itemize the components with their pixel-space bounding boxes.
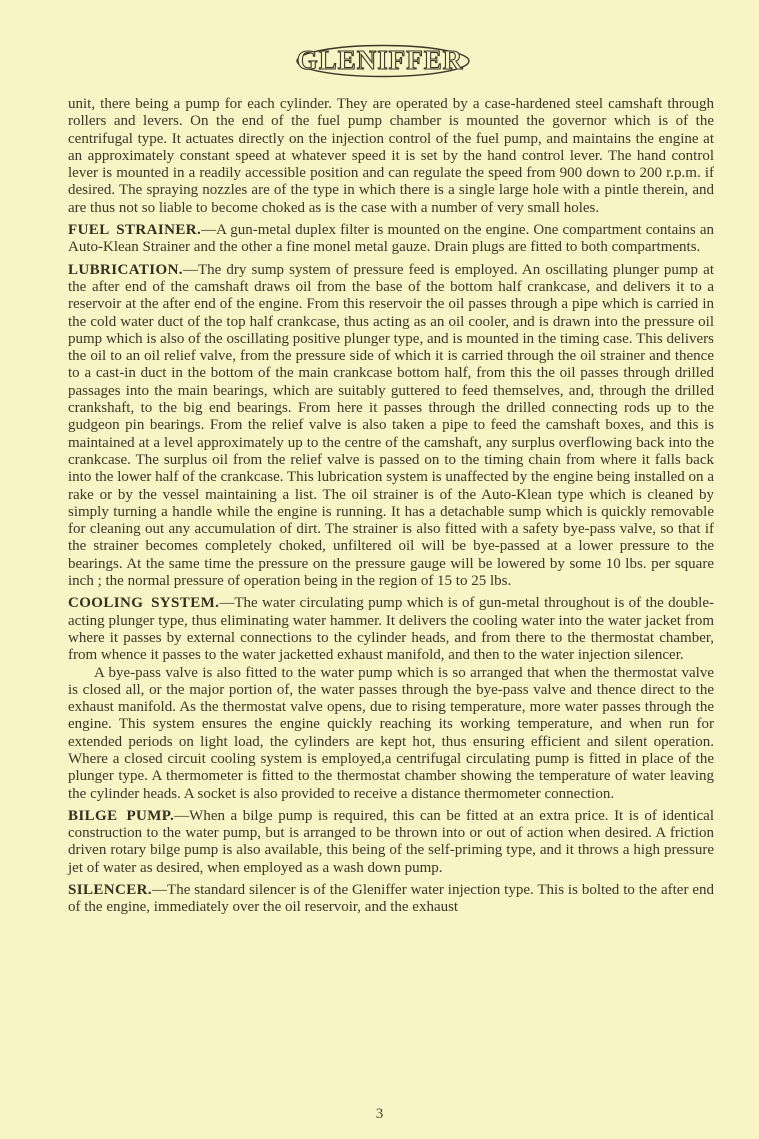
intro-paragraph — [68, 96, 714, 217]
silencer-heading: SILENCER. — [68, 882, 153, 899]
section-cooling-system — [68, 595, 714, 664]
fuel-strainer-text: —A gun-metal duplex filter is mounted on the engine. One compartment contains an Auto-Klean Strainer and the other a fine monel metal gauze. Drain plugs are fitted to both compartments. — [68, 222, 715, 256]
bilge-pump-heading: BILGE PUMP. — [68, 807, 175, 824]
cooling-system-text-2: A bye-pass valve is also fitted to the water pump which is so arranged that when the thermostat valve is closed all, or the major portion of, the water passes through the bye-pass valve and thence direct to the exhaust manifold. As the thermostat valve opens, due to rising temperature, more water passes through the engine. This system ensures the engine quickly reaching its working temperature, and when run for extended periods on light load, the cylinders are kept hot, thus ensuring efficient and silent operation. Where a closed circuit cooling system is employed,a centrifugal circulating pump is fitted in place of the plunger type. A thermometer is fitted to the thermostat chamber showing the temperature of water leaving the cylinder heads. A socket is also provided to receive a distance thermometer connection. — [68, 664, 714, 802]
silencer-text: —The standard silencer is of the Gleniffer water injection type. This is bolted to the after end of the engine, immediately over the oil reservoir, and the exhaust — [68, 882, 714, 916]
gleniffer-logo-graphic — [287, 40, 473, 84]
section-lubrication — [68, 262, 714, 591]
fuel-strainer-heading: FUEL STRAINER. — [68, 222, 202, 239]
intro-text: unit, there being a pump for each cylinder. They are operated by a case-hardened steel camshaft through rollers and levers. On the end of the fuel pump chamber is mounted the governor which is of the centrifugal type. It actuates directly on the injection control of the fuel pump, and maintains the engine at an approximately constant speed at whatever speed it is set by the hand control lever. The hand control lever is mounted in a readily accessible position and can regulate the speed from 900 down to 200 r.p.m. if desired. The spraying nozzles are of the type in which there is a single large hole with a pintle therein, and are thus not so liable to become choked as is the case with a number of very small holes. — [68, 96, 714, 216]
page-number: 3 — [375, 1106, 384, 1122]
section-bilge-pump — [68, 808, 714, 877]
lubrication-text: —The dry sump system of pressure feed is employed. An oscillating plunger pump at the after end of the camshaft draws oil from the base of the bottom half crankcase, and delivers it to a reservoir at the after end of the engine. From this reservoir the oil passes through a pipe which is carried in the cold water duct of the top half crankcase, thus acting as an oil cooler, and is drawn into the pressure oil pump which is also of the oscillating positive plunger type, and is mounted in the timing case. This delivers the oil to an oil relief valve, from the pressure side of which it is carried through the oil strainer and thence to a cast-in duct in the bottom of the main crankcase bottom half, from this the oil passes through drilled passages into the main bearings, which are suitably guttered to feed themselves, and, through the drilled crankshaft, to the big end bearings. From here it passes through the drilled connecting rods up to the gudgeon pin bearings. From the relief valve is also taken a pipe to feed the camshaft boxes, and this is maintained at a level approximately up to the centre of the camshaft, any surplus overflowing back into the crankcase. The surplus oil from the relief valve is passed on to the timing chain from where it falls back into the lower half of the crankcase. This lubrication system is unaffected by the engine being installed on a rake or by the vessel maintaining a list. The oil strainer is of the Auto-Klean type which is cleaned by simply turning a handle while the engine is running. It has a detachable sump which is quickly removable for cleaning out any accumulation of dirt. The strainer is also fitted with a safety bye-pass valve, so that if the strainer becomes completely choked, unfiltered oil will be bye-passed at a lower pressure to the bearings. At the same time the pressure on the pressure gauge will be lowered by some 10 lbs. per square inch ; the normal pressure of operation being in the region of 15 to 25 lbs. — [68, 261, 714, 590]
bilge-pump-text: —When a bilge pump is required, this can be fitted at an extra price. It is of identical construction to the water pump, but is arranged to be thrown into or out of action when desired. A friction driven rotary bilge pump is also available, this being of the self-priming type, and it throws a high pressure jet of water as desired, when employed as a wash down pump. — [68, 807, 714, 876]
cooling-system-text: —The water circulating pump which is of gun-metal throughout is of the double-acting plunger type, thus eliminating water hammer. It delivers the cooling water into the water jacket from where it passes by external connections to the cylinder heads, and from there to the thermostat chamber, from whence it passes to the water jacketted exhaust manifold, and then to the water injection silencer. — [68, 595, 714, 664]
section-silencer — [68, 882, 714, 917]
cooling-system-paragraph-2 — [68, 665, 714, 803]
lubrication-heading: LUBRICATION. — [68, 261, 183, 278]
gleniffer-logo — [0, 0, 759, 74]
document-body — [68, 96, 714, 917]
section-fuel-strainer — [68, 222, 714, 257]
gleniffer-logo-text: GLENIFFER — [296, 45, 463, 75]
cooling-system-heading: COOLING SYSTEM. — [68, 595, 220, 612]
